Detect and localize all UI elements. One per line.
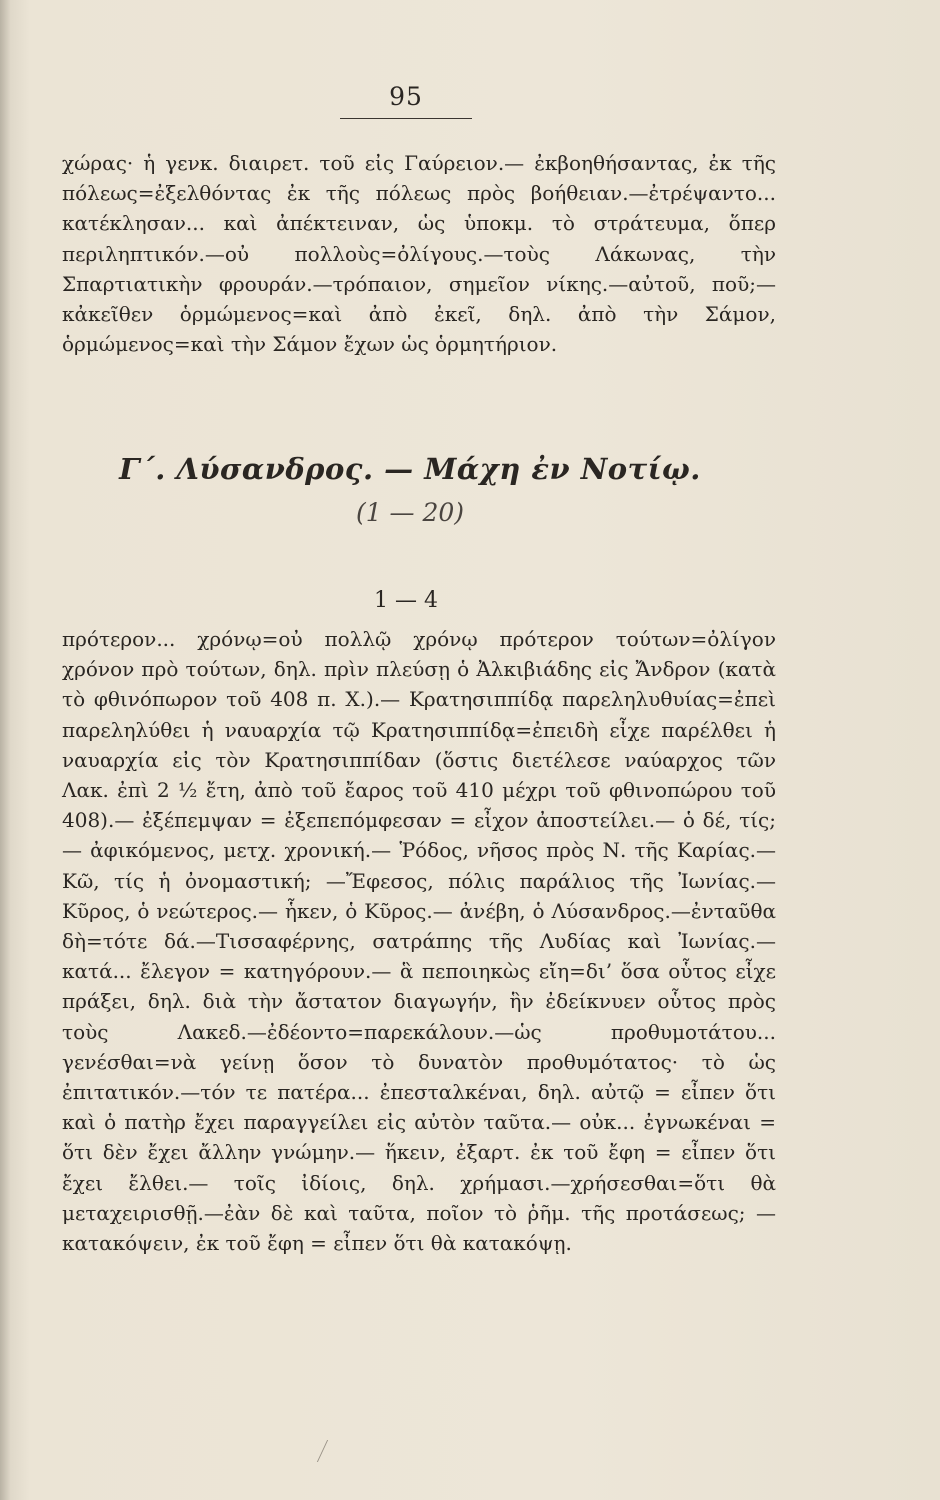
commentary-paragraph-top: χώρας· ἡ γενκ. διαιρετ. τοῦ εἰς Γαύρειον.— ἐκβοηθήσαντας, ἐκ τῆς πόλεως=ἐξελθόντας ἐκ τῆς πόλεως πρὸς βοήθειαν.—ἐτρέψαντο... κατέκλησαν... καὶ ἀπέκτειναν, ὡς ὑποκμ. τὸ στράτευμα, ὅπερ περιληπτικόν.—οὐ πολλοὺς=ὀλίγους.—τοὺς Λάκωνας, τὴν Σπαρτιατικὴν φρουράν.—τρόπαιον, σημεῖον νίκης.—αὐτοῦ, ποῦ;—κἀκεῖθεν ὁρμώμενος=καὶ ἀπὸ ἐκεῖ, δηλ. ἀπὸ τὴν Σάμον, ὁρμώμενος=καὶ τὴν Σάμον ἔχων ὡς ὁρμητήριον. bbox=[62, 151, 776, 357]
section-range: (1 — 20) bbox=[355, 498, 465, 527]
stray-pencil-mark bbox=[317, 1440, 342, 1462]
header-rule bbox=[340, 118, 472, 119]
page-gutter-shadow bbox=[0, 0, 10, 1500]
subsection-label: 1 — 4 bbox=[374, 588, 438, 613]
section-heading: Γ΄. Λύσανδρος. — Μάχη ἐν Νοτίῳ. bbox=[119, 452, 701, 486]
commentary-paragraph-main: πρότερον... χρόνῳ=οὐ πολλῷ χρόνῳ πρότερον τούτων=ὀλίγον χρόνον πρὸ τούτων, δηλ. πρὶν πλεύσῃ ὁ Ἀλκιβιάδης εἰς Ἄνδρον (κατὰ τὸ φθινόπωρον τοῦ 408 π. Χ.).— Κρατησιππίδᾳ παρεληλυθυίας=ἐπεὶ παρεληλύθει ἡ ναυαρχία τῷ Κρατησιππίδᾳ=ἐπειδὴ εἶχε παρέλθει ἡ ναυαρχία εἰς τὸν Κρατησιππίδαν (ὅστις διετέλεσε ναύαρχος τῶν Λακ. ἐπὶ 2 ½ ἔτη, ἀπὸ τοῦ ἔαρος τοῦ 410 μέχρι τοῦ φθινοπώρου τοῦ 408).— ἐξέπεμψαν = ἐξεπεπόμφεσαν = εἶχον ἀποστείλει.— ὁ δέ, τίς; — ἀφικόμενος, μετχ. χρονική.— Ῥόδος, νῆσος πρὸς Ν. τῆς Καρίας.— Κῶ, τίς ἡ ὀνομαστική; —Ἔφεσος, πόλις παράλιος τῆς Ἰωνίας.— Κῦρος, ὁ νεώτερος.— ἧκεν, ὁ Κῦρος.— ἀνέβη, ὁ Λύσανδρος.—ἐνταῦθα δὴ=τότε δά.—Τισσαφέρνης, σατράπης τῆς Λυδίας καὶ Ἰωνίας.— κατά... ἔλεγον = κατηγόρουν.— ἃ πεποιηκὼς εἴη=δι’ ὅσα οὗτος εἶχε πράξει, δηλ. διὰ τὴν ἄστατον διαγωγήν, ἣν ἐδείκνυεν οὗτος πρὸς τοὺς Λακεδ.—ἐδέοντο=παρεκάλουν.—ὡς προθυμοτάτου... γενέσθαι=νὰ γείνῃ ὅσον τὸ δυνατὸν προθυμότατος· τὸ ὡς ἐπιτατικόν.—τόν τε πατέρα... ἐπεσταλκέναι, δηλ. αὐτῷ = εἶπεν ὅτι καὶ ὁ πατὴρ ἔχει παραγγείλει εἰς αὐτὸν ταῦτα.— οὐκ... ἐγνωκέναι = ὅτι δὲν ἔχει ἄλλην γνώμην.— ἥκειν, ἐξαρτ. ἐκ τοῦ ἔφη = εἶπεν ὅτι ἔχει ἔλθει.— τοῖς ἰδίοις, δηλ. χρήμασι.—χρήσεσθαι=ὅτι θὰ μεταχειρισθῇ.—ἐὰν δὲ καὶ ταῦτα, ποῖον τὸ ῥῆμ. τῆς προτάσεως; — κατακόψειν, ἐκ τοῦ ἔφη = εἶπεν ὅτι θὰ κατακόψῃ. bbox=[62, 627, 776, 1256]
page-number: 95 bbox=[389, 82, 423, 111]
